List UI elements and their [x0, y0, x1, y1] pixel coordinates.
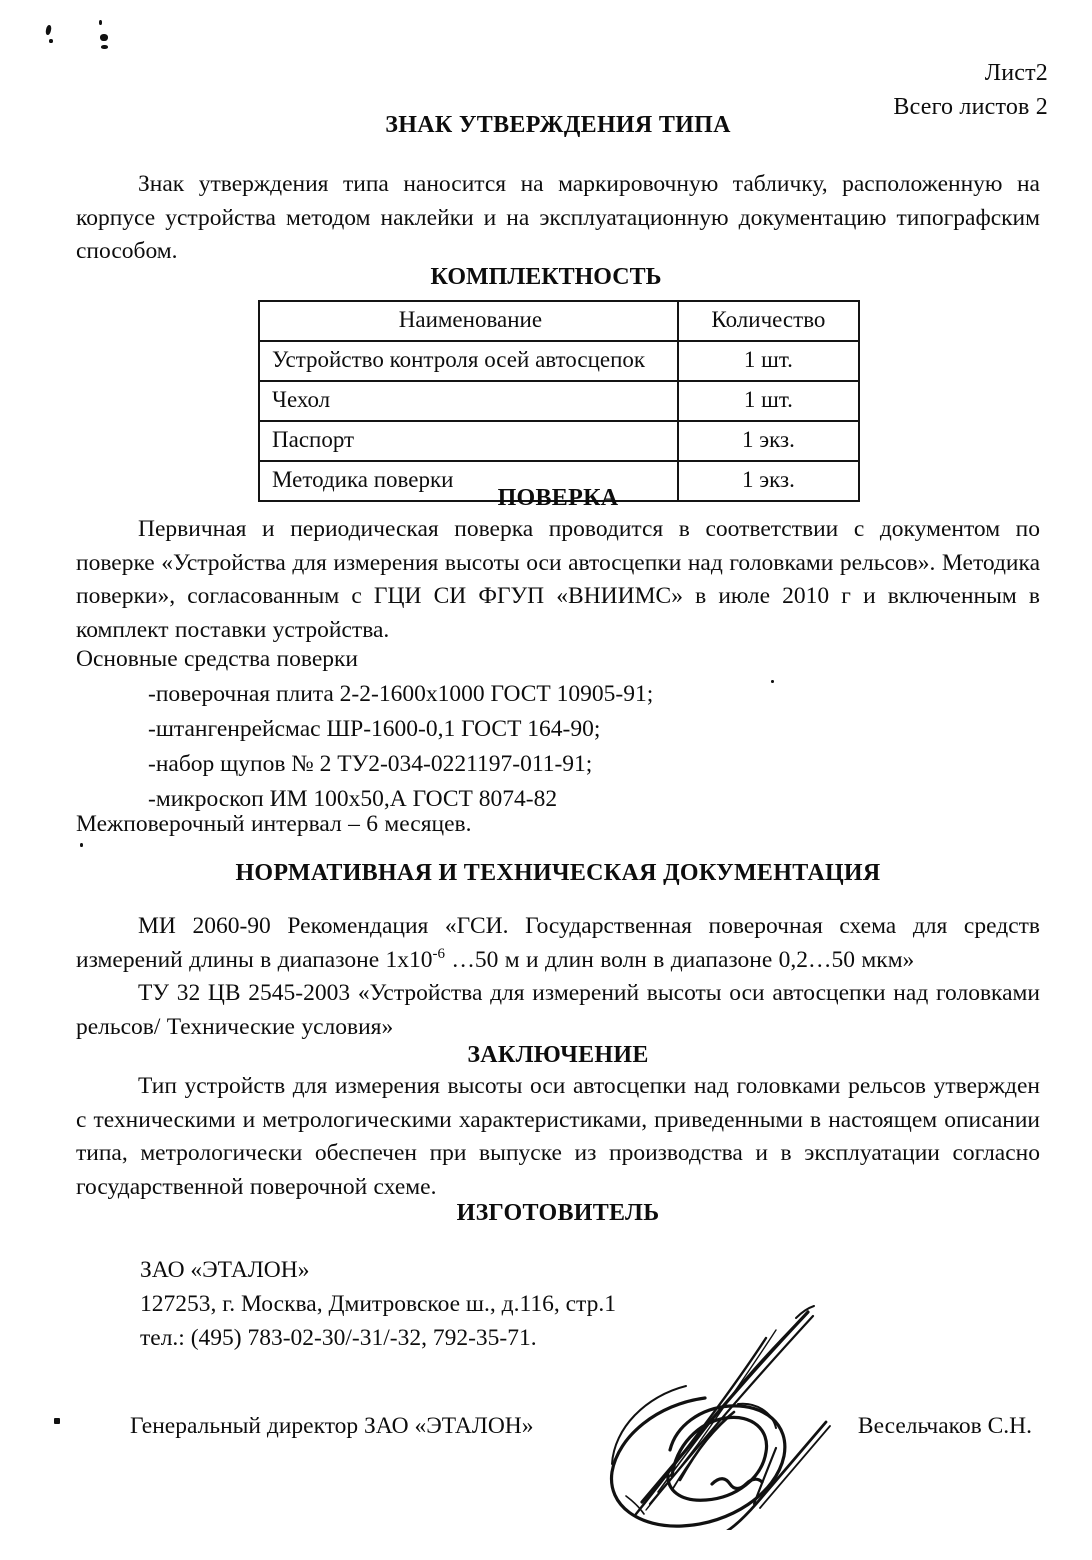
table-row — [259, 341, 859, 381]
total-sheets-label: Всего листов 2 — [893, 94, 1048, 120]
scan-speckle — [99, 20, 102, 25]
list-item: -набор щупов № 2 ТУ2-034-0221197-011-91; — [148, 750, 593, 777]
column-header-qty: Количество — [678, 301, 859, 341]
table-header-row — [259, 301, 859, 341]
normative-item-mi — [76, 910, 1040, 977]
section-heading-normative: НОРМАТИВНАЯ И ТЕХНИЧЕСКАЯ ДОКУМЕНТАЦИЯ — [235, 860, 881, 886]
conclusion-body — [76, 1070, 1040, 1204]
list-item: -микроскоп ИМ 100х50,А ГОСТ 8074-82 — [148, 785, 558, 812]
scan-speckle — [101, 45, 108, 49]
normative-body — [76, 910, 1040, 1044]
cell-item-qty: 1 экз. — [678, 461, 859, 501]
manufacturer-phone: тел.: (495) 783-02-30/-31/-32, 792-35-71. — [140, 1325, 537, 1351]
tools-list — [76, 677, 1040, 817]
column-header-name: Наименование — [259, 301, 678, 341]
normative-item-tu: ТУ 32 ЦВ 2545-2003 «Устройства для измерений высоты оси автосцепки над головками рельсов/ Технические условия» — [76, 980, 1040, 1040]
section-heading-type-mark: ЗНАК УТВЕРЖДЕНИЯ ТИПА — [385, 112, 731, 138]
scan-speckle — [49, 39, 53, 43]
verification-paragraph: Первичная и периодическая поверка проводится в соответствии с документом по поверке «Устройства для измерения высоты оси автосцепки над головками рельсов». Методика поверки», согласованным с ГЦИ СИ ФГУП «ВНИИМС» в июле 2010 г и включенным в комплект поставки устройства. — [76, 516, 1040, 643]
section-type-mark — [76, 112, 1040, 139]
section-conclusion — [76, 1042, 1040, 1069]
cell-item-name: Методика поверки — [259, 461, 678, 501]
cell-item-qty: 1 шт. — [678, 341, 859, 381]
table-row — [259, 381, 859, 421]
cell-item-qty: 1 экз. — [678, 421, 859, 461]
cell-item-name: Паспорт — [259, 421, 678, 461]
tools-label: Основные средства поверки — [76, 646, 359, 672]
scan-speckle — [100, 34, 108, 41]
verification-tools — [76, 643, 1040, 817]
scan-speckle — [80, 843, 83, 847]
manufacturer-details — [76, 1253, 1040, 1355]
normative-item-mi-text: МИ 2060-90 Рекомендация «ГСИ. Государственная поверочная схема для средств измерений длины в диапазоне 1х10 — [76, 913, 1040, 973]
exponent: -6 — [432, 945, 446, 962]
interval-text: Межповерочный интервал – 6 месяцев. — [76, 811, 472, 837]
section-heading-kit: КОМПЛЕКТНОСТЬ — [430, 264, 662, 290]
list-item: -штангенрейсмас ШР-1600-0,1 ГОСТ 164-90; — [148, 715, 601, 742]
cell-item-qty: 1 шт. — [678, 381, 859, 421]
section-heading-conclusion: ЗАКЛЮЧЕНИЕ — [467, 1042, 649, 1068]
signatory-name: Весельчаков С.Н. — [857, 1413, 1032, 1439]
manufacturer-address: 127253, г. Москва, Дмитровское ш., д.116, стр.1 — [140, 1291, 616, 1317]
table-row — [259, 421, 859, 461]
kit-table — [258, 300, 860, 502]
normative-item-mi-tail: …50 м и длин волн в диапазоне 0,2…50 мкм» — [445, 946, 915, 973]
cell-item-name: Устройство контроля осей автосцепок — [259, 341, 678, 381]
verification-body — [76, 513, 1040, 647]
list-item: -поверочная плита 2-2-1600х1000 ГОСТ 10905-91; — [148, 680, 654, 707]
sheet-label: Лист2 — [984, 60, 1048, 86]
manufacturer-company: ЗАО «ЭТАЛОН» — [140, 1257, 310, 1283]
section-heading-manufacturer: ИЗГОТОВИТЕЛЬ — [456, 1200, 660, 1226]
scan-speckle — [45, 25, 52, 36]
section-manufacturer — [76, 1200, 1040, 1227]
section-verification — [76, 485, 1040, 512]
section-normative — [76, 860, 1040, 887]
section-heading-verification: ПОВЕРКА — [497, 485, 619, 511]
signatory-role: Генеральный директор ЗАО «ЭТАЛОН» — [130, 1413, 534, 1439]
verification-interval — [76, 808, 1040, 842]
scan-speckle — [54, 1418, 60, 1424]
type-mark-paragraph: Знак утверждения типа наносится на маркировочную табличку, расположенную на корпусе устройства методом наклейки и на эксплуатационную документацию типографским способом. — [76, 171, 1040, 264]
signature-row — [76, 1413, 1040, 1453]
type-mark-body — [76, 168, 1040, 269]
cell-item-name: Чехол — [259, 381, 678, 421]
conclusion-paragraph: Тип устройств для измерения высоты оси автосцепки над головками рельсов утвержден с техническими и метрологическими характеристиками, приведенными в настоящем описании типа, метрологически обеспечен при выпуске из производства и в эксплуатации согласно государственной поверочной схеме. — [76, 1073, 1040, 1200]
